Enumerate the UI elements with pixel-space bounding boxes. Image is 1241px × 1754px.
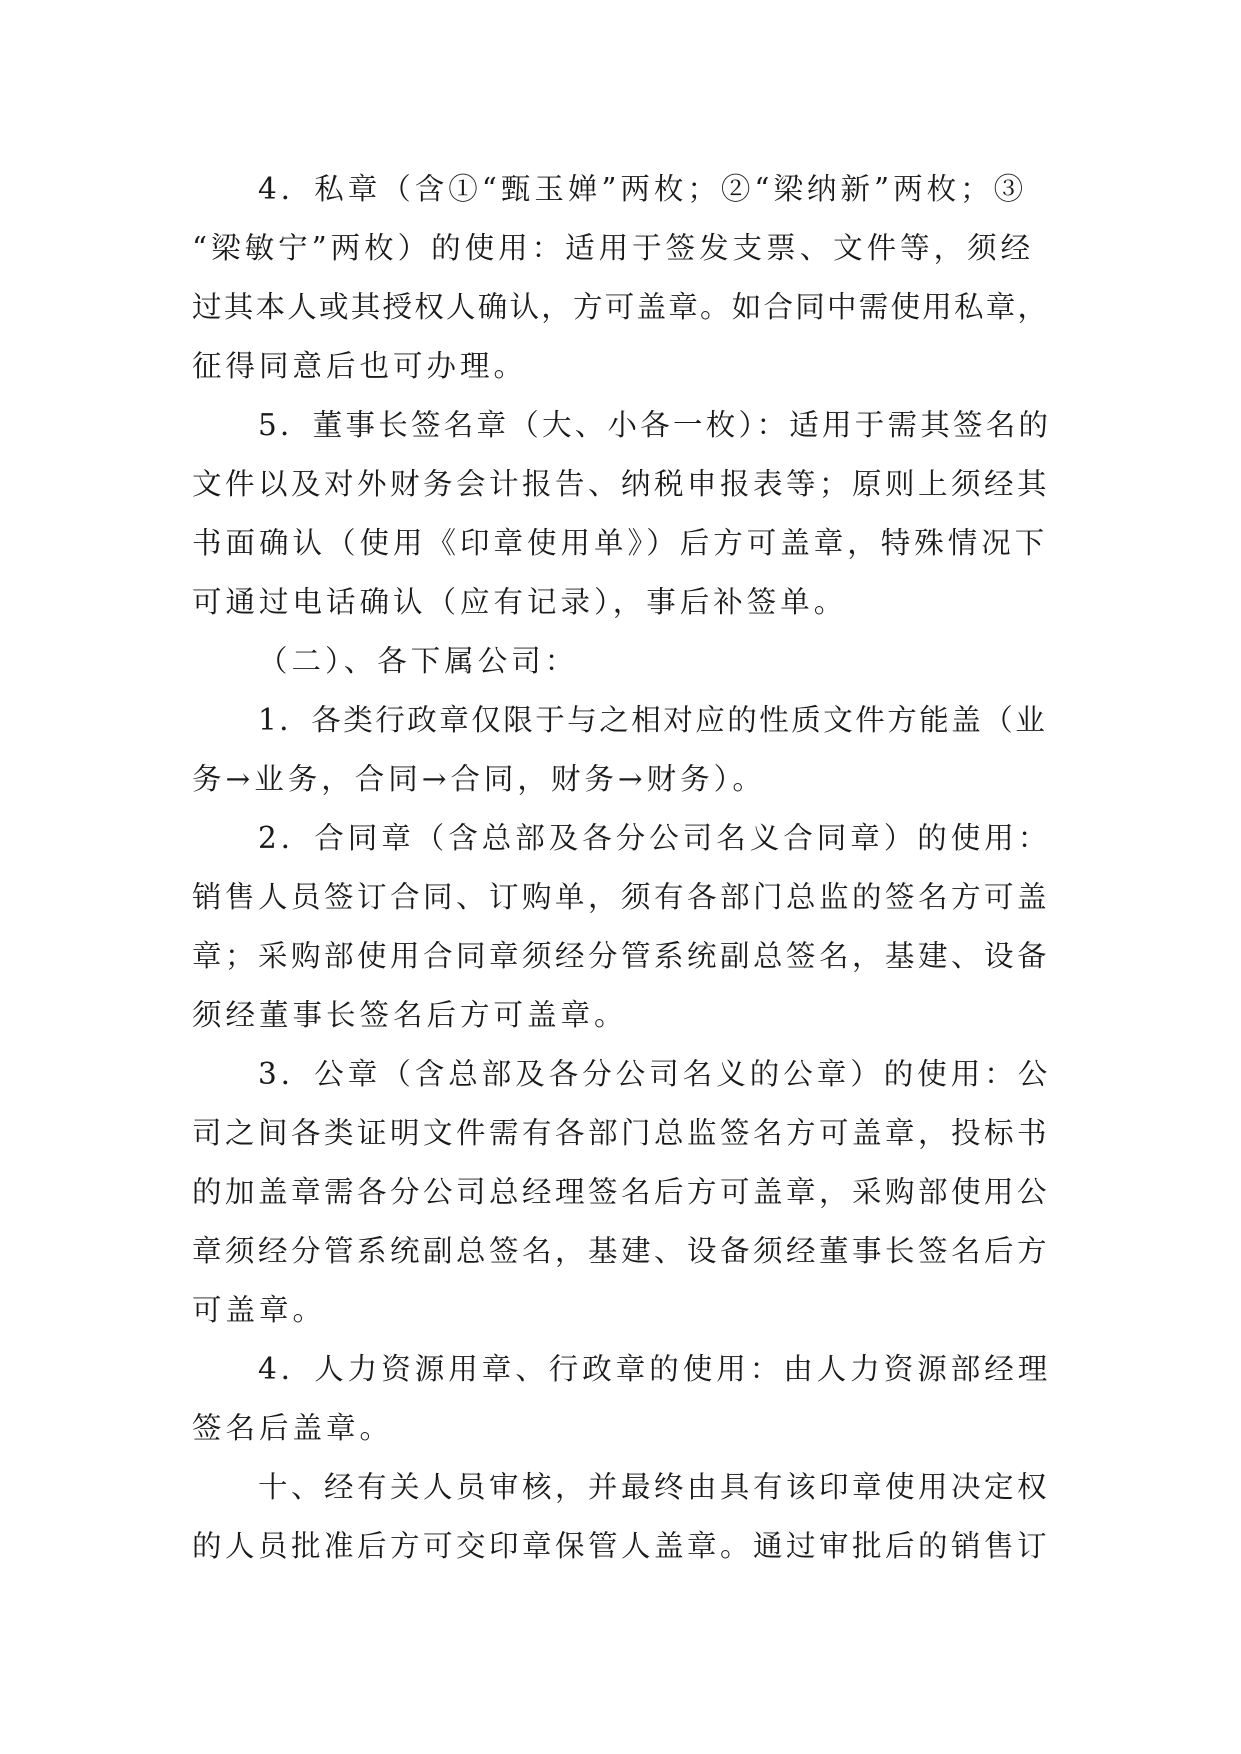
para-seal-4-private [192,160,1052,396]
text-line: “梁敏宁”两枚）的使用：适用于签发支票、文件等，须经 [192,231,1035,265]
text-line: 的人员批准后方可交印章保管人盖章。通过审批后的销售订 [192,1529,1051,1563]
text-line: 2．合同章（含总部及各分公司名义合同章）的使用： [258,821,1052,855]
para-ten-approval [192,1458,1052,1576]
text-line: 过其本人或其授权人确认，方可盖章。如合同中需使用私章， [192,290,1050,324]
para-seal-5-chairman [192,396,1052,632]
section-heading: （二）、各下属公司： [258,644,579,678]
text-line: 征得同意后也可办理。 [192,349,528,383]
text-line: 可盖章。 [192,1293,327,1327]
para-sub-4-hr [192,1340,1052,1458]
text-line: 4．人力资源用章、行政章的使用：由人力资源部经理 [258,1352,1052,1386]
text-line: 的加盖章需各分公司总经理签名后方可盖章，采购部使用公 [192,1175,1051,1209]
text-line: 章须经分管系统副总签名，基建、设备须经董事长签名后方 [192,1234,1051,1268]
text-line: 书面确认（使用《印章使用单》）后方可盖章，特殊情况下 [192,526,1049,560]
text-line: 销售人员签订合同、订购单，须有各部门总监的签名方可盖 [192,880,1051,914]
para-sub-3-official [192,1045,1052,1340]
text-line: 章；采购部使用合同章须经分管系统副总签名，基建、设备 [192,939,1051,973]
heading-subsidiaries [192,632,1052,691]
text-line: 文件以及对外财务会计报告、纳税申报表等；原则上须经其 [192,467,1051,501]
text-line: 签名后盖章。 [192,1411,394,1445]
text-line: 须经董事长签名后方可盖章。 [192,998,628,1032]
text-line: 十、经有关人员审核，并最终由具有该印章使用决定权 [258,1470,1051,1504]
text-line: 3．公章（含总部及各分公司名义的公章）的使用：公 [258,1057,1052,1091]
text-line: 4．私章（含①“甄玉婵”两枚；②“梁纳新”两枚；③ [258,172,1028,206]
text-line: 务→业务，合同→合同，财务→财务）。 [192,762,766,796]
text-line: 5．董事长签名章（大、小各一枚）：适用于需其签名的 [258,408,1052,442]
text-line: 司之间各类证明文件需有各部门总监签名方可盖章，投标书 [192,1116,1051,1150]
para-sub-2-contract [192,809,1052,1045]
text-line: 1．各类行政章仅限于与之相对应的性质文件方能盖（业 [258,703,1048,737]
document-body [192,160,1052,1576]
text-line: 可通过电话确认（应有记录），事后补签单。 [192,585,848,619]
para-sub-1-admin [192,691,1052,809]
